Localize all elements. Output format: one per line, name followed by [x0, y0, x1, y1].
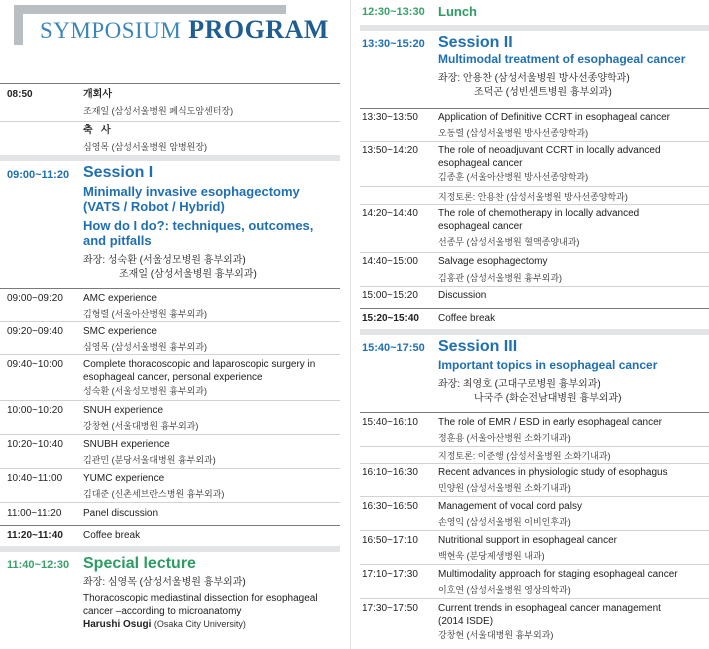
talk-speaker: 오동렬 (삼성서울병원 방사선종양학과) — [438, 127, 589, 138]
special-title: Special lecture — [83, 555, 196, 572]
talk-time: 10:20~10:40 — [7, 439, 63, 450]
talk-discussant: 지정토론: 이준행 (삼성서울병원 소화기내과) — [438, 451, 611, 461]
opening-title: 개회사 — [83, 89, 112, 100]
talk-time: 10:00~10:20 — [7, 405, 63, 416]
talk-title: Current trends in esophageal cancer management — [438, 603, 661, 614]
talk-time: 16:50~17:10 — [362, 535, 418, 546]
talk-time: 16:10~16:30 — [362, 467, 418, 478]
special-line2: cancer –according to microanatomy — [83, 605, 242, 617]
session3-chair-line1 — [438, 378, 707, 392]
session1-sub1: Minimally invasive esophagectomy — [83, 184, 300, 199]
section-bar — [0, 546, 340, 552]
talk-time: 14:40~15:00 — [362, 256, 418, 267]
divider — [360, 204, 709, 205]
chair-label: 좌장: — [438, 73, 461, 84]
session3-sub: Important topics in esophageal cancer — [438, 358, 658, 372]
talk-time: 17:10~17:30 — [362, 569, 418, 580]
session1-chair2: 조재일 (삼성서울병원 흉부외과) — [119, 269, 257, 280]
talk-title: YUMC experience — [83, 473, 165, 484]
talk-title: The role of EMR / ESD in early esophageal cancer — [438, 417, 662, 428]
divider — [360, 564, 709, 565]
break-title: Coffee break — [83, 530, 141, 541]
talk-time: 15:00~15:20 — [362, 290, 418, 301]
session1-sub3: How do I do?: techniques, outcomes, — [83, 218, 314, 233]
session2-title: Session II — [438, 34, 513, 51]
section-bar — [360, 329, 709, 335]
talk-title: Complete thoracoscopic and laparoscopic surgery in — [83, 359, 316, 370]
talk-speaker: 선종무 (삼성서울병원 혈액종양내과) — [438, 237, 580, 247]
divider — [360, 598, 709, 599]
talk-title: Discussion — [438, 290, 487, 301]
divider — [360, 286, 709, 287]
talk-title: SNUBH experience — [83, 439, 170, 450]
talk-title: Multimodality approach for staging esophageal cancer — [438, 569, 678, 580]
chair-label: 좌장: — [83, 255, 106, 266]
session2-sub: Multimodal treatment of esophageal cancer — [438, 52, 686, 66]
divider — [360, 463, 709, 464]
section-bar — [0, 155, 340, 161]
talk-speaker: 심영목 (삼성서울병원 흉부외과) — [83, 341, 208, 352]
divider — [360, 308, 709, 309]
banner-word-symposium: SYMPOSIUM — [40, 18, 182, 43]
talk-title: The role of neoadjuvant CCRT in locally advanced — [438, 145, 661, 156]
banner-frame-left — [14, 5, 23, 45]
talk-time: 09:40~10:00 — [7, 359, 63, 370]
divider — [360, 186, 709, 187]
session2-chair1: 안용찬 (삼성서울병원 방사선종양학과) — [462, 73, 630, 84]
banner-word-program: PROGRAM — [188, 15, 329, 44]
special-speaker-aff: (Osaka City University) — [151, 619, 246, 629]
session3-chair2: 나국주 (화순전남대병원 흉부외과) — [474, 393, 622, 404]
talk-speaker: 김관민 (분당서울대병원 흉부외과) — [83, 454, 216, 465]
divider — [0, 400, 340, 401]
talk-title-cont: (2014 ISDE) — [438, 615, 494, 627]
session1-chair-line2 — [83, 268, 338, 282]
session3-title: Session III — [438, 338, 518, 355]
session3-chair1: 최영호 (고대구로병원 흉부외과) — [462, 379, 601, 390]
divider — [0, 434, 340, 435]
break-time: 15:20~15:40 — [362, 313, 419, 324]
congrats-title: 축 사 — [83, 125, 111, 136]
talk-title: AMC experience — [83, 293, 157, 304]
break-title: Coffee break — [438, 313, 496, 324]
divider — [360, 141, 709, 142]
talk-time: 15:40~16:10 — [362, 417, 418, 428]
lunch-time: 12:30~13:30 — [362, 6, 425, 18]
session2-chair-line1 — [438, 72, 707, 86]
title-banner — [14, 5, 329, 47]
talk-speaker: 이호연 (삼성서울병원 영상의학과) — [438, 584, 571, 595]
column-divider — [350, 0, 351, 649]
divider — [360, 496, 709, 497]
divider — [360, 412, 709, 413]
talk-speaker: 강창현 (서울대병원 흉부외과) — [83, 420, 199, 431]
divider — [360, 530, 709, 531]
divider — [0, 121, 340, 122]
talk-time: 13:30~13:50 — [362, 112, 418, 123]
talk-time: 11:00~11:20 — [7, 508, 62, 519]
talk-speaker: 김종훈 (서울아산병원 방사선종양학과) — [438, 172, 589, 182]
divider — [360, 108, 709, 109]
break-time: 11:20~11:40 — [7, 530, 63, 541]
session1-chair-line1 — [83, 254, 338, 268]
talk-time: 13:50~14:20 — [362, 145, 418, 156]
talk-time: 09:00~09:20 — [7, 293, 63, 304]
special-speaker-name: Harushi Osugi — [83, 619, 152, 630]
divider — [0, 354, 340, 355]
talk-speaker: 김대준 (신촌세브란스병원 흉부외과) — [83, 488, 225, 499]
session2-time: 13:30~15:20 — [362, 38, 425, 50]
talk-time: 14:20~14:40 — [362, 208, 418, 219]
talk-speaker: 정훈용 (서울아산병원 소화기내과) — [438, 432, 571, 443]
special-speaker — [83, 618, 338, 632]
special-time: 11:40~12:30 — [7, 559, 70, 571]
session2-chair2: 조덕곤 (성빈센트병원 흉부외과) — [474, 87, 612, 98]
special-chair-line — [83, 576, 338, 590]
divider — [0, 525, 340, 526]
session1-title: Session I — [83, 164, 154, 181]
session3-chair-line2 — [438, 392, 707, 406]
chair-label: 좌장: — [438, 379, 461, 390]
talk-title: Recent advances in physiologic study of esophagus — [438, 467, 668, 478]
talk-speaker: 성숙환 (서울성모병원 흉부외과) — [83, 386, 208, 396]
talk-title: Nutritional support in esophageal cancer — [438, 535, 617, 546]
divider — [0, 83, 340, 84]
left-column — [0, 0, 340, 649]
talk-title: Application of Definitive CCRT in esophageal cancer — [438, 112, 670, 123]
talk-title: SMC experience — [83, 326, 157, 337]
divider — [360, 252, 709, 253]
divider — [0, 288, 340, 289]
lunch-title: Lunch — [438, 4, 477, 19]
special-chair: 심영목 (삼성서울병원 흉부외과) — [107, 577, 246, 588]
congrats-speaker: 심영목 (삼성서울병원 암병원장) — [83, 141, 208, 152]
divider — [360, 446, 709, 447]
talk-speaker: 손영익 (삼성서울병원 이비인후과) — [438, 516, 571, 527]
talk-title: Panel discussion — [83, 508, 159, 519]
divider — [0, 468, 340, 469]
divider — [0, 321, 340, 322]
opening-time: 08:50 — [7, 89, 33, 100]
banner-frame-top — [14, 5, 286, 14]
talk-time: 10:40~11:00 — [7, 473, 63, 484]
opening-speaker: 조재일 (삼성서울병원 폐식도암센터장) — [83, 105, 234, 116]
talk-title: SNUH experience — [83, 405, 164, 416]
banner-title — [40, 15, 329, 45]
session2-chair-line2 — [438, 86, 707, 100]
talk-speaker: 김홍관 (삼성서울병원 흉부외과) — [438, 272, 563, 283]
talk-speaker: 김형렬 (서울아산병원 흉부외과) — [83, 308, 208, 319]
special-line1: Thoracoscopic mediastinal dissection for esophageal — [83, 593, 318, 604]
divider — [0, 502, 340, 503]
talk-title-cont: esophageal cancer — [438, 157, 523, 169]
talk-speaker: 백현욱 (분당제생병원 내과) — [438, 550, 545, 561]
talk-title-cont: esophageal cancer, personal experience — [83, 371, 263, 383]
talk-speaker: 강창현 (서울대병원 흉부외과) — [438, 630, 554, 640]
chair-label: 좌장: — [83, 577, 106, 588]
session1-sub4: and pitfalls — [83, 233, 152, 248]
section-bar — [360, 25, 709, 31]
talk-title: Management of vocal cord palsy — [438, 501, 582, 512]
talk-time: 16:30~16:50 — [362, 501, 418, 512]
talk-time: 09:20~09:40 — [7, 326, 63, 337]
talk-discussant: 지정토론: 안용찬 (삼성서울병원 방사선종양학과) — [438, 192, 628, 202]
talk-title: The role of chemotherapy in locally advanced — [438, 208, 640, 219]
right-column — [360, 0, 709, 649]
talk-time: 17:30~17:50 — [362, 603, 418, 614]
session1-chair1: 성숙환 (서울성모병원 흉부외과) — [107, 255, 246, 266]
talk-title-cont: esophageal cancer — [438, 220, 523, 232]
session1-sub2: (VATS / Robot / Hybrid) — [83, 199, 225, 214]
session3-time: 15:40~17:50 — [362, 342, 425, 354]
session1-time: 09:00~11:20 — [7, 169, 70, 181]
talk-speaker: 민양원 (삼성서울병원 소화기내과) — [438, 482, 571, 493]
talk-title: Salvage esophagectomy — [438, 256, 548, 267]
